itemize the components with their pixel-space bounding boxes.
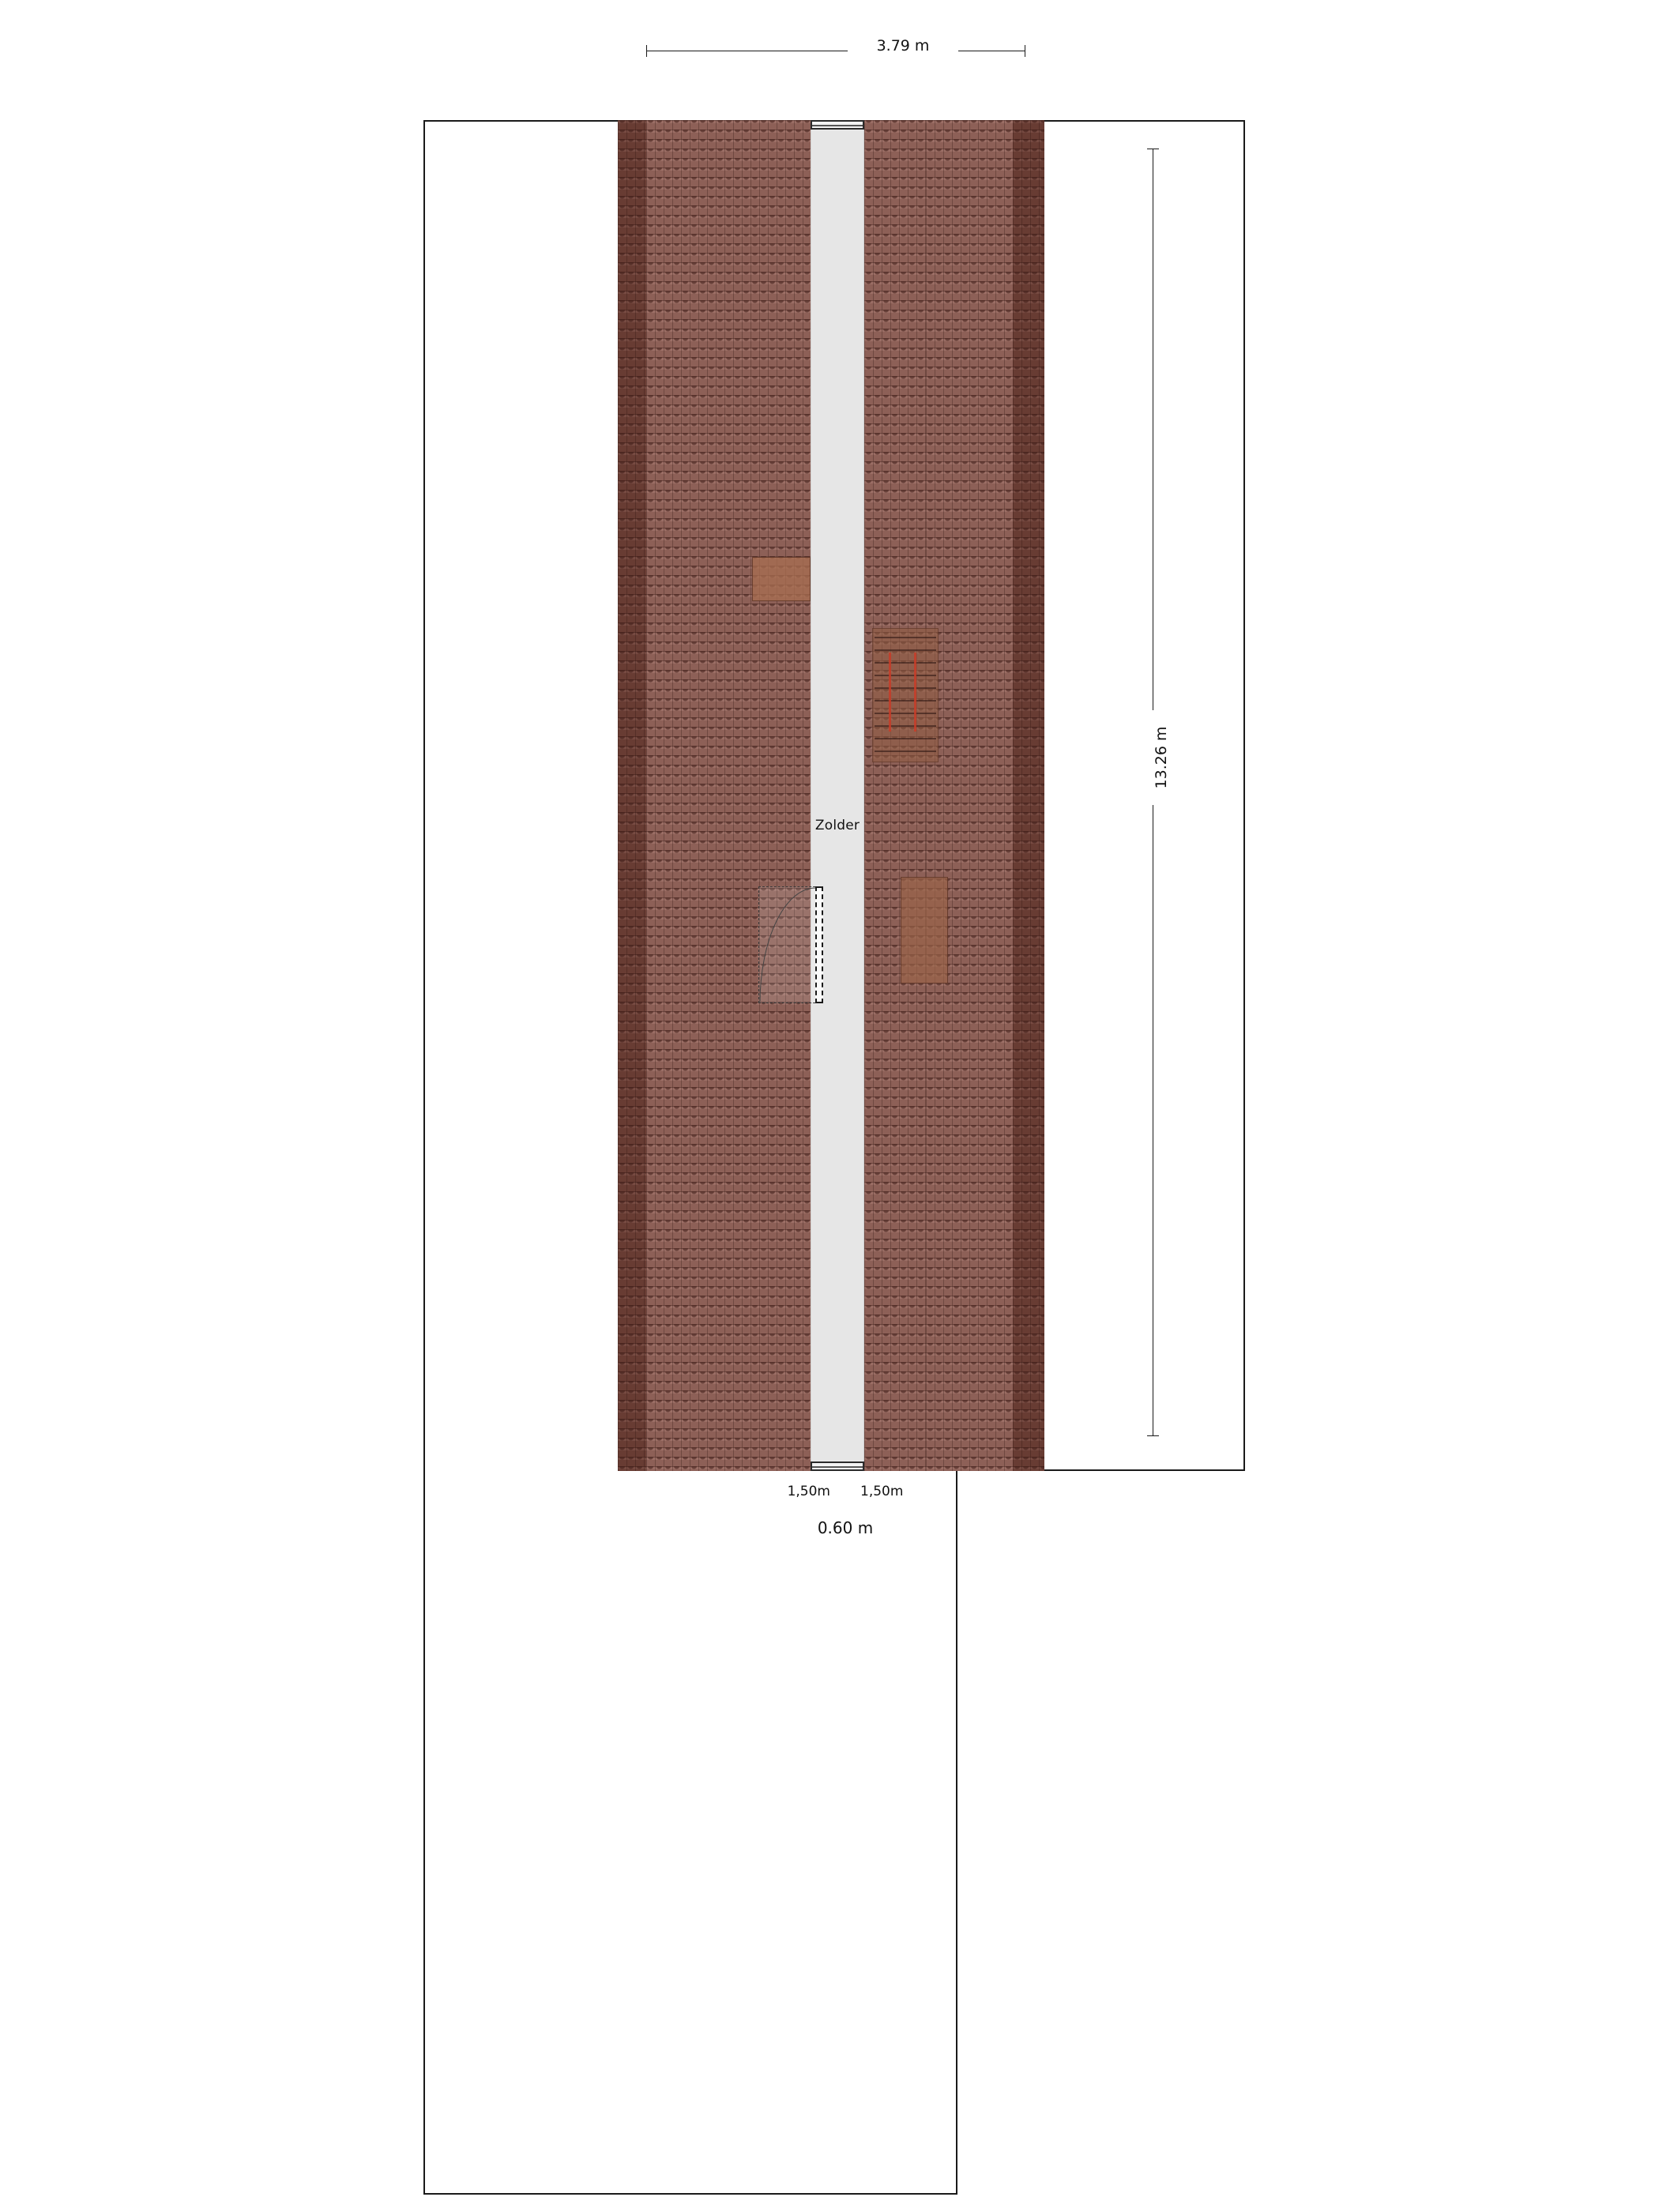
roof-slope-right-inner <box>864 120 926 1471</box>
stair-rail <box>889 653 891 732</box>
storage-box-mid[interactable] <box>901 877 948 984</box>
dimension-bottom-total-label: 0.60 m <box>817 1518 874 1537</box>
roof-window-bottom-icon[interactable] <box>811 1462 864 1471</box>
attic-walkway <box>811 120 864 1471</box>
roof-slope-right <box>926 120 1013 1471</box>
stair-tread <box>875 687 936 689</box>
stair-tread <box>875 675 936 676</box>
hatch-door-leaf[interactable] <box>815 886 823 1003</box>
stair-tread <box>875 649 936 651</box>
dimension-width-top-label: 3.79 m <box>848 37 958 55</box>
attic-stairs-icon[interactable] <box>872 628 939 762</box>
dimension-bottom-left-label: 1,50m <box>787 1484 830 1499</box>
dimension-tick-left <box>646 45 647 57</box>
dimension-bottom-right-label: 1,50m <box>860 1484 904 1499</box>
stair-tread <box>875 637 936 638</box>
roof-slope-left <box>646 120 811 1471</box>
dimension-bottom-segments <box>743 1484 948 1499</box>
stair-tread <box>875 700 936 702</box>
stair-tread <box>875 738 936 739</box>
dimension-height-right-label: 13.26 m <box>1153 710 1170 805</box>
room-label-zolder: Zolder <box>814 818 860 833</box>
roof-edge-left <box>618 120 646 1471</box>
dimension-width-top <box>646 37 1025 59</box>
dimension-height-right <box>1144 149 1170 1436</box>
roof-edge-right <box>1013 120 1044 1471</box>
plot-outline-lower <box>423 1469 957 2195</box>
stair-tread <box>875 725 936 727</box>
dimension-tick-bottom <box>1147 1435 1159 1436</box>
storage-box-top[interactable] <box>752 557 811 601</box>
attic-hatch-opening[interactable] <box>758 886 823 1003</box>
stair-tread <box>875 662 936 664</box>
stair-tread <box>875 750 936 752</box>
stair-rail <box>914 653 916 732</box>
stair-tread <box>875 713 936 714</box>
roof-window-top-icon[interactable] <box>811 120 864 130</box>
